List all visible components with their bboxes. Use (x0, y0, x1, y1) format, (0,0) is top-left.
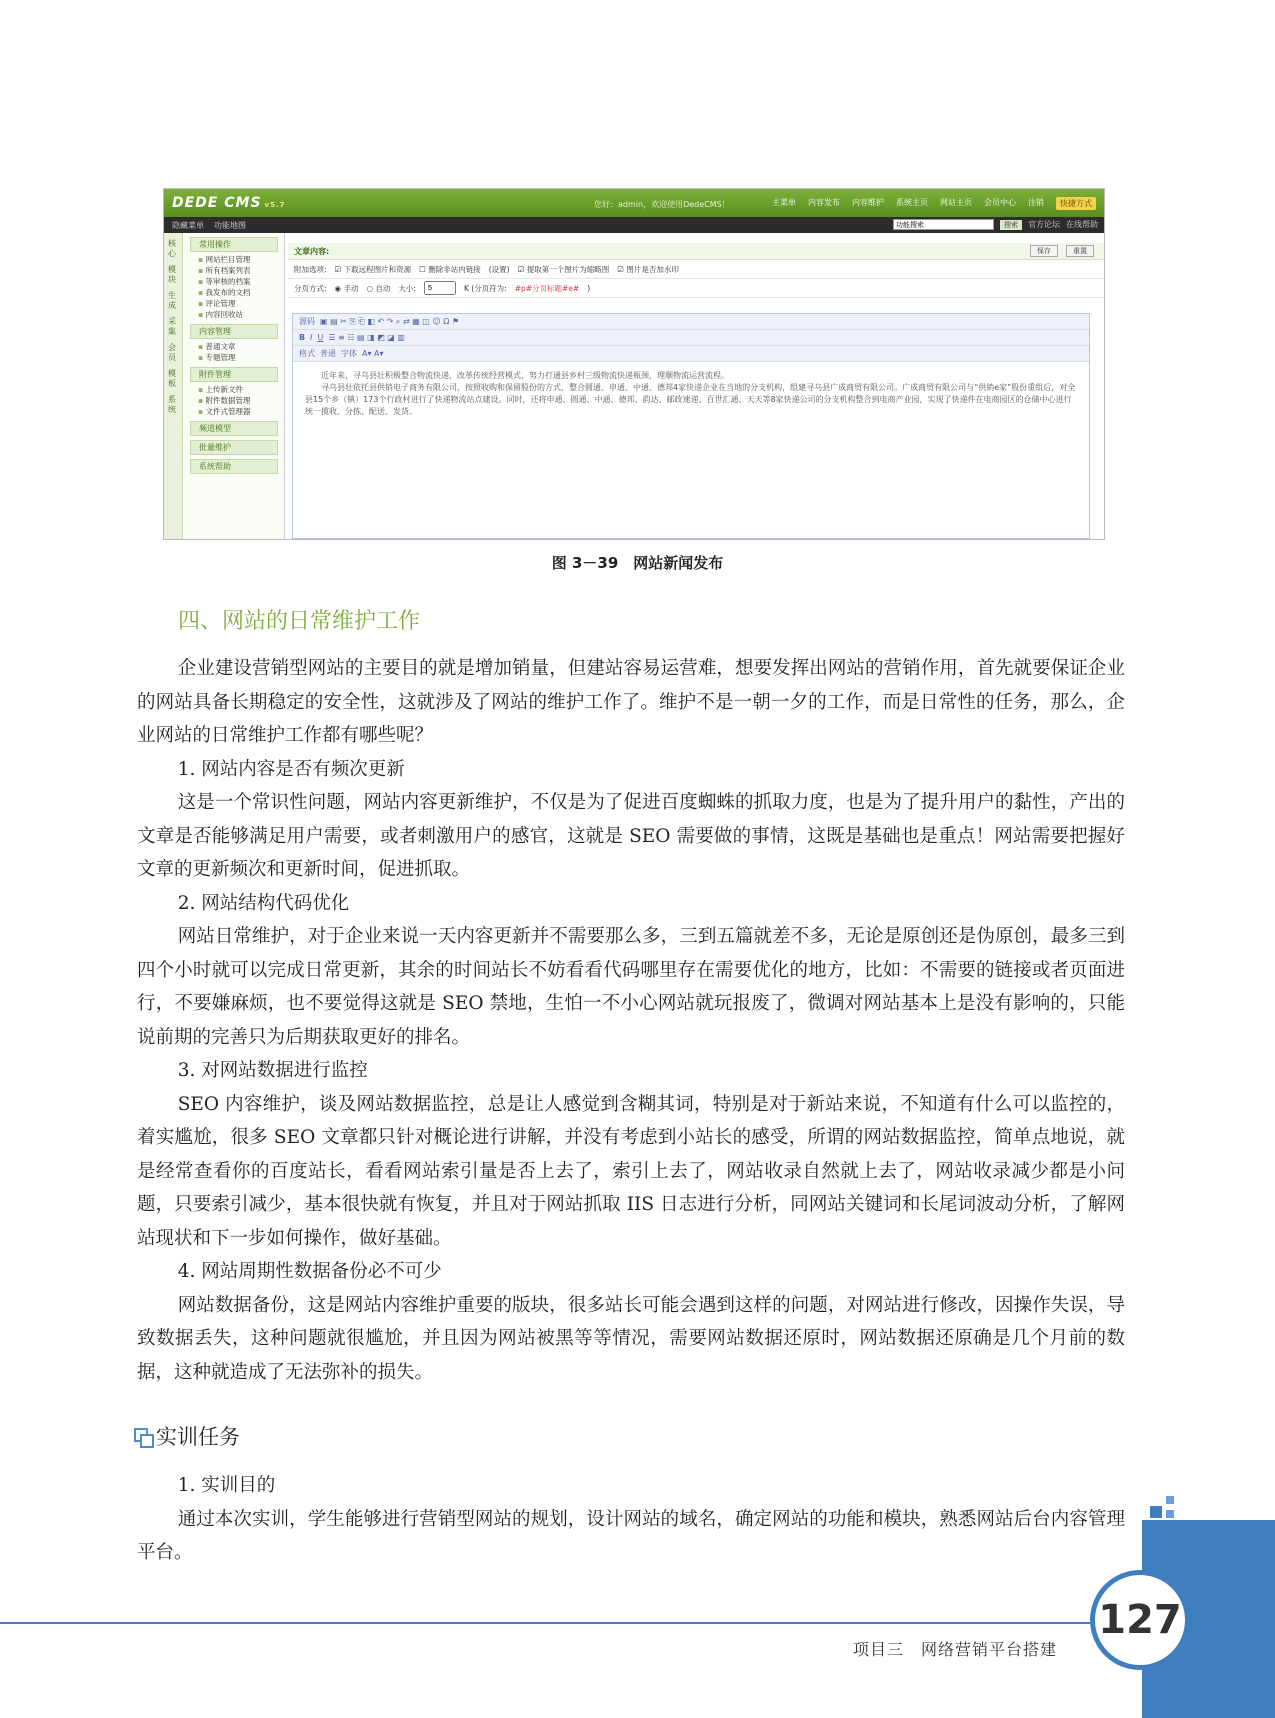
sidebar-item[interactable]: ▪ 网站栏目管理 (198, 254, 284, 265)
cms-screenshot (163, 188, 1105, 540)
font-select[interactable]: 字体 (341, 349, 357, 358)
page-number: 127 (1090, 1570, 1190, 1670)
sidebar-item[interactable]: ▪ 评论管理 (198, 298, 284, 309)
welcome-text: 您好：admin，欢迎使用DedeCMS！ (594, 200, 730, 209)
options-row (288, 260, 1104, 279)
article-panel-header (288, 243, 1104, 260)
option-first-thumb[interactable]: ☑ 提取第一个图片为缩略图 (517, 264, 610, 274)
item-title-4: 4. 网站周期性数据备份必不可少 (177, 1261, 442, 1282)
forum-link[interactable]: 官方论坛 (1028, 220, 1060, 229)
underline-icon[interactable]: U (317, 333, 324, 342)
group-attachment[interactable]: 附件管理 (190, 367, 278, 382)
cms-topbar (164, 189, 1104, 217)
item-text-3: SEO 内容维护，谈及网站数据监控，总是让人感觉到含糊其词，特别是对于新站来说，不知道有什么可以监控的，着实尴尬，很多 SEO 文章都只针对概论进行讲解，并没有考虑到小站长的感受，所谓的网站数据监控，简单点地说，就是经常查看你的百度站长，看看网站索引量是否上去了，索引上去了，网站收录自然就上去了，网站收录减少都是小问题，只要索引减少，基本很快就有恢复，并且对于网站抓取 IIS 日志进行分析，同网站关键词和长尾词波动分析，了解网站现状和下一步如何操作，做好基础。 (137, 1093, 1125, 1249)
footer-rule (0, 1622, 1090, 1624)
section-title: 四、网站的日常维护工作 (178, 609, 421, 634)
options-label: 附加选项: (294, 264, 327, 274)
italic-icon[interactable]: I (310, 333, 313, 342)
option-watermark[interactable]: ☑ 图片是否加水印 (617, 264, 679, 274)
cms-main (288, 233, 1104, 539)
figure-caption: 图 3－39 网站新闻发布 (551, 554, 724, 572)
paging-row (288, 279, 1104, 298)
option-settings-link[interactable]: (设置) (488, 264, 510, 274)
style-select[interactable]: 普通 (320, 349, 336, 358)
editor-content[interactable] (293, 362, 1089, 426)
decor-square (1150, 1506, 1162, 1518)
sidebar-item[interactable]: ▪ 等审核的档案 (198, 276, 284, 287)
top-nav (772, 197, 1096, 210)
sidebar-item[interactable]: ▪ 文件式管理器 (198, 406, 284, 417)
help-link[interactable]: 在线帮助 (1066, 220, 1098, 229)
bold-icon[interactable]: B (299, 333, 306, 342)
editor-paragraph: 寻乌县壮依托县供销电子商务有限公司，按照收购和保留股份的方式，整合圆通、申通、中通、德邦4家快递企业在当地的分支机构，组建寻乌县广成商贸有限公司。广成商贸有限公司与“供销e家”股份重组后，对全县15个乡（镇）173个行政村进行了快递物流站点建设。同时，还将申通、圆通、中通、德邦、韵达、邮政速递、百世汇通、天天等8家快递公司的分支机构整合到电商产业园，实现了快递件在电商园区的仓储中心进行统一揽收、分拣、配送、发货。 (305, 383, 1076, 416)
task-item-text: 通过本次实训，学生能够进行营销型网站的规划，设计网站的域名，确定网站的功能和模块，熟悉网站后台内容管理平台。 (137, 1508, 1125, 1563)
decor-square (1166, 1510, 1174, 1518)
item-text-1: 这是一个常识性问题，网站内容更新维护，不仅是为了促进百度蜘蛛的抓取力度，也是为了提升用户的黏性，产出的文章是否能够满足用户需要，或者刺激用户的感官，这就是 SEO 需要做的事情，这既是基础也是重点！网站需要把握好文章的更新频次和更新时间，促进抓取。 (137, 792, 1125, 880)
hide-menu-link[interactable]: 隐藏菜单 (172, 221, 204, 230)
group-content[interactable]: 内容管理 (190, 324, 278, 339)
format-select[interactable]: 格式 (299, 349, 315, 358)
nav-site-home[interactable]: 网站主页 (940, 198, 972, 207)
paging-mark: #p#分页标题#e# (514, 283, 580, 293)
strip-core[interactable]: 核心 (168, 239, 176, 258)
editor-paragraph: 近年来，寻乌县壮积极整合物流快递，改革传统经营模式，努力打通县乡村三级物流快递瓶颈，理顺物流运营流程。 (321, 371, 729, 380)
intro-paragraph: 企业建设营销型网站的主要目的就是增加销量，但建站容易运营难，想要发挥出网站的营销作用，首先就要保证企业的网站具备长期稳定的安全性，这就涉及了网站的维护工作了。维护不是一朝一夕的工作，而是日常性的任务，那么，企业网站的日常维护工作都有哪些呢？ (137, 658, 1125, 746)
option-download-remote[interactable]: ☑ 下载远程图片和资源 (334, 264, 412, 274)
paging-mark-label: K (分页符为: (463, 283, 507, 293)
item-title-2: 2. 网站结构代码优化 (177, 892, 350, 914)
decor-square (1166, 1496, 1174, 1504)
paging-auto-radio[interactable]: ○ 自动 (366, 283, 391, 293)
strip-generate[interactable]: 生成 (168, 291, 176, 310)
reset-button[interactable]: 重置 (1066, 245, 1094, 257)
task-title: 实训任务 (156, 1425, 240, 1449)
sidebar-item[interactable]: ▪ 专题管理 (198, 352, 284, 363)
group-common[interactable]: 常用操作 (190, 237, 278, 252)
footer-text: 项目三 网络营销平台搭建 (853, 1640, 1058, 1659)
source-button[interactable]: 源码 (299, 317, 315, 326)
sidebar-item[interactable]: ▪ 普通文章 (198, 341, 284, 352)
paging-size-input[interactable] (424, 281, 456, 295)
paging-manual-radio[interactable]: ◉ 手动 (334, 283, 359, 293)
quick-menu-button[interactable]: 快捷方式 (1056, 197, 1096, 210)
rich-text-editor[interactable] (292, 313, 1090, 539)
editor-toolbar-1 (293, 314, 1089, 330)
task-content (137, 1469, 1125, 1570)
item-title-3: 3. 对网站数据进行监控 (177, 1060, 368, 1081)
save-button[interactable]: 保存 (1030, 245, 1058, 257)
group-batch[interactable]: 批量维护 (190, 440, 278, 455)
panel-title: 文章内容: (294, 247, 330, 256)
item-text-4: 网站数据备份，这是网站内容维护重要的版块，很多站长可能会遇到这样的问题，对网站进行修改，因操作失误，导致数据丢失，这种问题就很尴尬，并且因为网站被黑等等情况，需要网站数据还原时，网站数据还原确是几个月前的数据，这种就造成了无法弥补的损失。 (137, 1294, 1125, 1383)
nav-member-center[interactable]: 会员中心 (984, 198, 1016, 207)
nav-publish[interactable]: 内容发布 (808, 198, 840, 207)
sidebar-item[interactable]: ▪ 附件数据管理 (198, 395, 284, 406)
toolbar-icons[interactable]: ▣ ▤ ✂ ⎘ ⎗ ◧ ↶ ↷ ⌕ ⇄ ▦ ◫ ☺ Ω ⚑ (320, 316, 460, 326)
sidebar-item[interactable]: ▪ 内容回收站 (198, 309, 284, 320)
sidebar-item[interactable]: ▪ 所有档案列表 (198, 265, 284, 276)
option-remove-links[interactable]: ☐ 删除非站内链接 (419, 264, 481, 274)
item-title-1: 1. 网站内容是否有频次更新 (177, 758, 405, 780)
module-strip (164, 233, 183, 539)
editor-toolbar-3 (293, 346, 1089, 362)
cms-subbar (164, 217, 1104, 233)
paging-close: ) (587, 283, 591, 293)
align-icons[interactable]: ☰ ≡ ☷ ▤ ◨ ◩ ◪ ▥ (328, 333, 405, 342)
nav-main-menu[interactable]: 主菜单 (772, 198, 796, 207)
section-content (137, 652, 1125, 1389)
task-icon (134, 1428, 150, 1444)
strip-template[interactable]: 模板 (168, 369, 176, 388)
item-text-2: 网站日常维护，对于企业来说一天内容更新并不需要那么多，三到五篇就差不多，无论是原创还是伪原创，最多三到四个小时就可以完成日常更新，其余的时间站长不妨看看代码哪里存在需要优化的地方，比如：不需要的链接或者页面进行，不要嫌麻烦，也不要觉得这就是 SEO 禁地，生怕一不小心网站就玩报废了，微调对网站基本上是没有影响的，只能说前期的完善只为后期获取更好的排名。 (137, 926, 1125, 1048)
group-channel[interactable]: 频道模型 (190, 421, 278, 436)
strip-collect[interactable]: 采集 (168, 317, 176, 336)
editor-toolbar-2 (293, 330, 1089, 346)
group-help[interactable]: 系统帮助 (190, 459, 278, 474)
search-button[interactable]: 搜索 (1000, 220, 1022, 230)
task-item-title: 1. 实训目的 (177, 1475, 276, 1496)
color-icons[interactable]: A▾ A▾ (362, 349, 384, 358)
sidebar-item[interactable]: ▪ 我发布的文档 (198, 287, 284, 298)
function-map-link[interactable]: 功能地图 (214, 221, 246, 230)
sidebar-item[interactable]: ▪ 上传新文件 (198, 384, 284, 395)
cms-logo: DEDE CMS v5.7 (172, 195, 286, 211)
function-search-input[interactable] (893, 219, 994, 230)
cms-sidebar (184, 233, 285, 539)
task-heading (134, 1421, 240, 1451)
strip-module[interactable]: 模块 (168, 265, 176, 284)
paging-size-label: 大小: (398, 283, 416, 293)
strip-member[interactable]: 会员 (168, 343, 176, 362)
nav-logout[interactable]: 注销 (1028, 198, 1044, 207)
nav-system-home[interactable]: 系统主页 (896, 198, 928, 207)
paging-label: 分页方式: (294, 283, 327, 293)
nav-maintain[interactable]: 内容维护 (852, 198, 884, 207)
strip-system[interactable]: 系统 (168, 395, 176, 414)
